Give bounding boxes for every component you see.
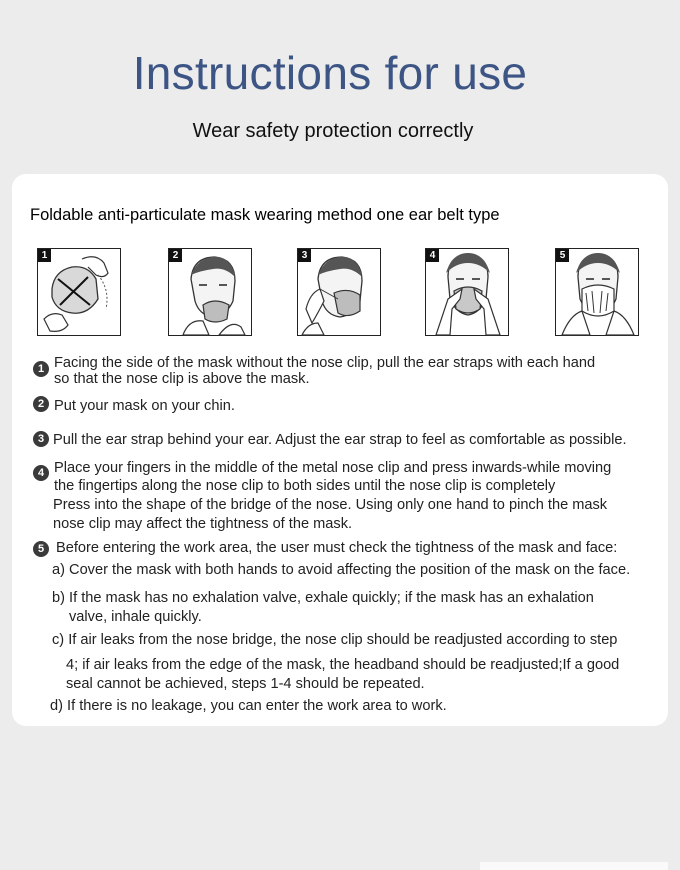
page-subtitle: Wear safety protection correctly [192, 120, 474, 142]
press-nose-clip-illustration [426, 249, 510, 337]
step-number-badge: 2 [33, 396, 49, 412]
fold-mask-hands-illustration [38, 249, 122, 337]
step-panel-2 [168, 248, 252, 336]
ear-strap-illustration [298, 249, 382, 337]
step-number-badge: 5 [33, 541, 49, 557]
panel-number: 3 [298, 249, 311, 262]
step-1-line-1: Facing the side of the mask without the nose clip, pull the ear straps with each hand [54, 355, 596, 371]
step-3-line-1: Pull the ear strap behind your ear. Adjust the ear strap to feel as comfortable as possible. [53, 432, 627, 448]
instructions-card [12, 174, 668, 726]
step-number-badge: 3 [33, 431, 49, 447]
step-5-item-c-line-3: seal cannot be achieved, steps 1-4 should be repeated. [66, 676, 425, 692]
panel-number: 1 [38, 249, 51, 262]
method-title: Foldable anti-particulate mask wearing method one ear belt type [30, 206, 500, 224]
step-5-item-c-line-1: c) If air leaks from the nose bridge, the nose clip should be readjusted according to step [52, 632, 618, 648]
page-title: Instructions for use [132, 47, 528, 99]
step-1-line-2: so that the nose clip is above the mask. [54, 371, 310, 387]
step-4-line-2: the fingertips along the nose clip to both sides until the nose clip is completely [54, 478, 556, 494]
panel-number: 2 [169, 249, 182, 262]
bottom-strip [480, 862, 668, 870]
step-4-line-3: Press into the shape of the bridge of the nose. Using only one hand to pinch the mask [53, 497, 608, 513]
step-5-item-b-line-1: b) If the mask has no exhalation valve, exhale quickly; if the mask has an exhalation [52, 590, 594, 606]
step-number-badge: 1 [33, 361, 49, 377]
step-5-item-c-line-2: 4; if air leaks from the edge of the mask, the headband should be readjusted;If a good [66, 657, 620, 673]
step-4-line-4: nose clip may affect the tightness of the mask. [53, 516, 353, 532]
step-4-line-1: Place your fingers in the middle of the metal nose clip and press inwards-while moving [54, 460, 612, 476]
step-5-line-1: Before entering the work area, the user must check the tightness of the mask and face: [56, 540, 618, 556]
panel-number: 5 [556, 249, 569, 262]
step-5-item-d: d) If there is no leakage, you can enter the work area to work. [50, 698, 447, 714]
panel-number: 4 [426, 249, 439, 262]
step-5-item-b-line-2: valve, inhale quickly. [69, 609, 202, 625]
step-panel-1 [37, 248, 121, 336]
step-panel-5 [555, 248, 639, 336]
step-panel-3 [297, 248, 381, 336]
step-5-item-a: a) Cover the mask with both hands to avoid affecting the position of the mask on the face. [52, 562, 631, 578]
mask-on-chin-illustration [169, 249, 253, 337]
step-2-line-1: Put your mask on your chin. [54, 398, 235, 414]
step-number-badge: 4 [33, 465, 49, 481]
step-panel-4 [425, 248, 509, 336]
check-seal-illustration [556, 249, 640, 337]
